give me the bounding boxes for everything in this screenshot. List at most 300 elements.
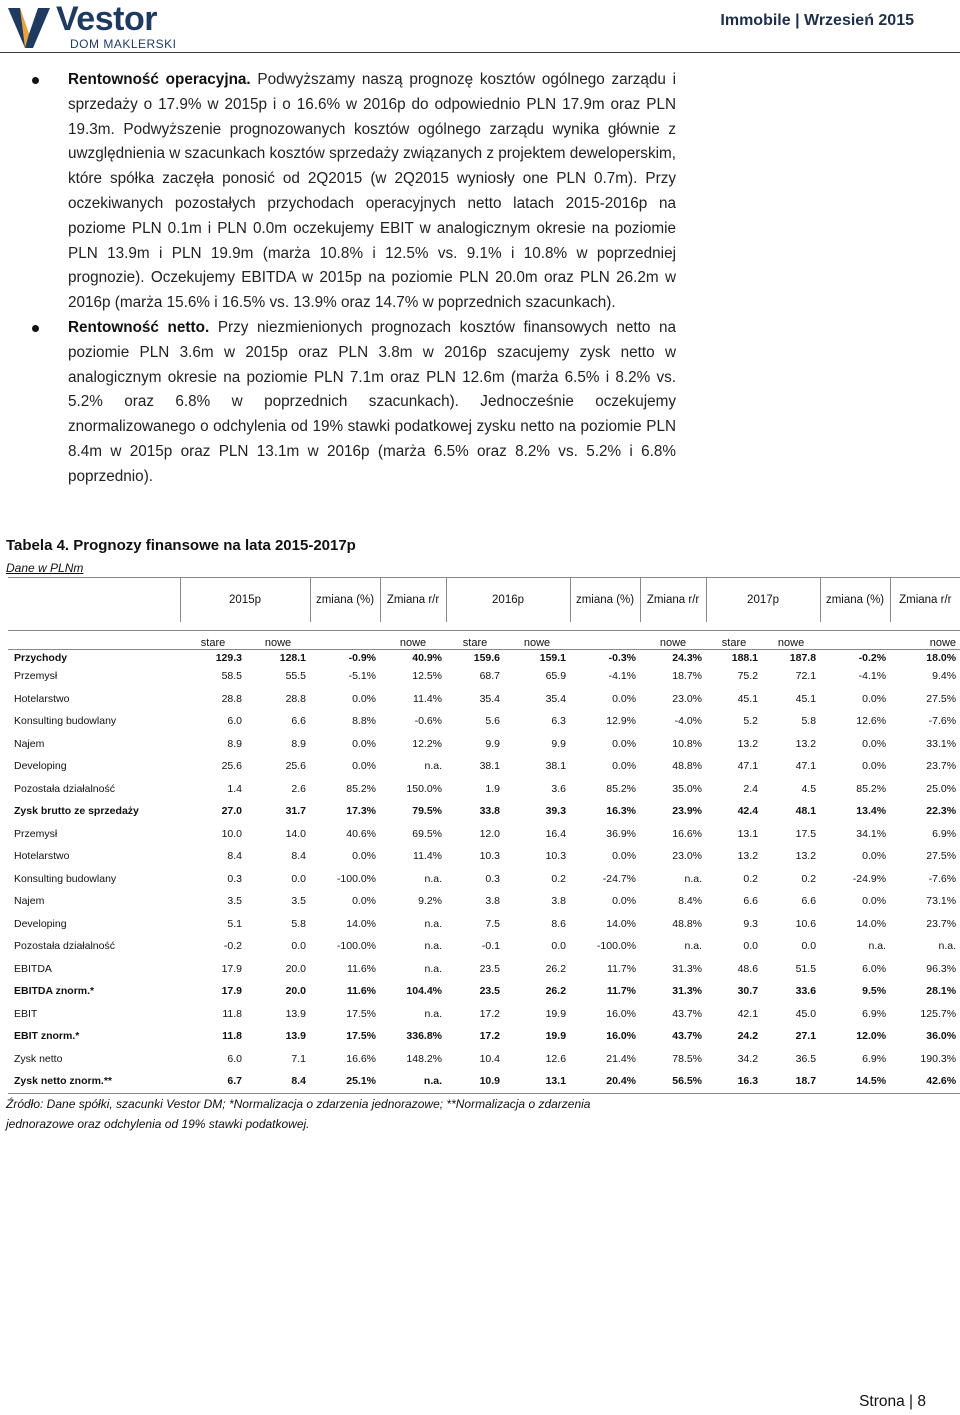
header-cell: [8, 578, 180, 623]
table-cell: 85.2%: [856, 782, 887, 795]
row-label: Konsulting budowlany: [14, 872, 117, 885]
table-cell: 10.3: [479, 850, 501, 863]
table-cell: n.a.: [424, 917, 443, 930]
table-cell: 13.2: [737, 850, 759, 863]
table-cell: -24.9%: [852, 872, 887, 885]
vestor-logo-icon: [6, 4, 52, 50]
table-cell: 23.5: [479, 985, 501, 998]
row-label: EBITDA: [14, 962, 52, 975]
header-cell: 2017p: [706, 578, 820, 623]
table-cell: 56.5%: [640, 1070, 706, 1093]
table-cell: 10.4: [479, 1052, 501, 1065]
row-label: Konsulting budowlany: [14, 715, 117, 728]
subheader-cell: [8, 631, 180, 650]
table-cell: 48.8%: [672, 917, 703, 930]
table-cell: 11.7%: [606, 985, 637, 998]
table-cell: 3.6: [551, 782, 567, 795]
table-cell: 6.0: [227, 715, 242, 728]
report-title: Immobile | Wrzesień 2015: [720, 12, 914, 29]
table-cell: 48.1: [795, 805, 817, 818]
table-cell: 24.3%: [640, 650, 706, 666]
table-cell: -0.3%: [570, 650, 640, 666]
table-cell: 45.1: [737, 692, 759, 705]
table-cell: 0.3: [227, 872, 242, 885]
table-cell: 336.8%: [406, 1030, 443, 1043]
table-cell: -100.0%: [336, 872, 377, 885]
table-cell: 14.0: [285, 827, 307, 840]
table-cell: 159.6: [446, 650, 504, 666]
table-cell: 12.6: [545, 1052, 567, 1065]
table-header-row: [8, 578, 960, 623]
table-cell: n.a.: [938, 940, 957, 953]
table-cell: 43.7%: [672, 1007, 703, 1020]
brand-subtitle: DOM MAKLERSKI: [70, 37, 177, 51]
brand-name: Vestor: [56, 0, 157, 38]
table-cell: 27.1: [795, 1030, 817, 1043]
table-cell: 159.1: [504, 650, 570, 666]
table-cell: 36.9%: [606, 827, 637, 840]
table-cell: 20.0: [285, 962, 307, 975]
table-cell: 104.4%: [406, 985, 443, 998]
table-cell: -0.2%: [820, 650, 890, 666]
table-cell: 23.0%: [672, 692, 703, 705]
table-cell: 148.2%: [406, 1052, 443, 1065]
table-cell: 17.5%: [346, 1007, 377, 1020]
table-cell: 8.9: [227, 737, 242, 750]
table-cell: 23.7%: [926, 760, 957, 773]
table-cell: 8.4: [291, 850, 307, 863]
table-row: [8, 913, 960, 936]
subheader-cell: nowe: [762, 631, 820, 650]
table-cell: 14.5%: [820, 1070, 890, 1093]
table-cell: 1.4: [227, 782, 242, 795]
row-label: Pozostała działalność: [14, 940, 115, 953]
table-row: [8, 958, 960, 981]
table-cell: n.a.: [424, 962, 443, 975]
table-row: [8, 1025, 960, 1048]
table-cell: 0.0%: [352, 895, 377, 908]
bullet-text: Podwyższamy naszą prognozę kosztów ogólnego zarządu i sprzedaży o 17.9% w 2015p i o 16.6% w 2016p do odpowiednio PLN 17.9m oraz PLN 19.3m. Podwyższenie prognozowanych kosztów ogólnego zarządu wynika głównie z uwzględnienia w szacunkach kosztów sprzedaży związanych z projektem deweloperskim, które spółka zaczęła ponosić od 2Q2015 (w 2Q2015 wyniosły one PLN 0.7m). Przy oczekiwanych pozostałych przychodach operacyjnych netto latach 2015-2016p na poziome PLN 0.1m i PLN 0.0m oczekujemy EBIT w analogicznym okresie na poziomie PLN 13.9m i PLN 19.9m (marża 10.8% i 12.5% vs. 9.1% i 10.8% w poprzedniej prognozie). Oczekujemy EBITDA w 2015p na poziomie PLN 20.0m oraz PLN 26.2m w 2016p (marża 15.6% i 16.5% vs. 13.9% oraz 14.7% w poprzednich szacunkach).: [68, 71, 677, 312]
bullet-title: Rentowność operacyjna.: [68, 71, 251, 88]
header-divider: [0, 52, 960, 53]
table-cell: 0.0%: [612, 737, 637, 750]
table-cell: 13.4%: [856, 805, 887, 818]
table-cell: n.a.: [424, 760, 443, 773]
table-cell: 16.6%: [346, 1052, 377, 1065]
table-row: [8, 845, 960, 868]
row-label: Przemysł: [14, 827, 58, 840]
table-cell: 0.0: [801, 940, 817, 953]
table-cell: -5.1%: [348, 670, 377, 683]
table-cell: n.a.: [380, 1070, 446, 1093]
table-cell: 3.5: [291, 895, 307, 908]
table-cell: 51.5: [795, 962, 817, 975]
table-cell: 16.6%: [672, 827, 703, 840]
table-cell: 13.9: [285, 1030, 307, 1043]
subheader-cell: nowe: [246, 631, 310, 650]
table-cell: 34.1%: [856, 827, 887, 840]
table-cell: 0.0%: [612, 850, 637, 863]
table-cell: 11.7%: [607, 962, 637, 975]
table-cell: 8.4: [227, 850, 242, 863]
table-cell: 12.9%: [606, 715, 637, 728]
table-row: [8, 1070, 960, 1093]
table-cell: 0.0%: [352, 850, 377, 863]
table-row: [8, 935, 960, 958]
table-cell: 39.3: [545, 805, 567, 818]
table-cell: 7.1: [291, 1052, 307, 1065]
table-cell: 6.6: [291, 715, 307, 728]
table-row: [8, 688, 960, 711]
table-cell: 11.8: [222, 1007, 242, 1020]
table-cell: 17.2: [479, 1007, 501, 1020]
table-cell: 25.6: [285, 760, 307, 773]
table-cell: 68.7: [479, 670, 501, 683]
table-cell: 14.0%: [856, 917, 887, 930]
row-label: Developing: [14, 760, 67, 773]
table-cell: 0.0%: [862, 895, 887, 908]
table-cell: 5.6: [485, 715, 501, 728]
table-cell: 31.3%: [672, 962, 703, 975]
table-cell: n.a.: [868, 940, 887, 953]
table-cell: 12.6%: [856, 715, 887, 728]
bullet-item: [32, 68, 676, 316]
table-cell: 17.2: [479, 1030, 501, 1043]
table-cell: 8.9: [291, 737, 307, 750]
table-cell: 187.8: [762, 650, 820, 666]
table-cell: 6.0: [227, 1052, 242, 1065]
table-cell: 14.0%: [346, 917, 377, 930]
table-cell: 188.1: [706, 650, 762, 666]
table-cell: 47.1: [795, 760, 817, 773]
subheader-cell: [820, 631, 890, 650]
table-cell: 26.2: [545, 985, 567, 998]
table-cell: 78.5%: [672, 1052, 703, 1065]
table-cell: 20.4%: [570, 1070, 640, 1093]
table-cell: 26.2: [545, 962, 567, 975]
table-cell: 150.0%: [406, 782, 443, 795]
row-label: Przychody: [8, 650, 180, 666]
row-label: Zysk netto znorm.**: [8, 1070, 180, 1093]
table-cell: 8.4: [246, 1070, 310, 1093]
subheader-cell: [310, 631, 380, 650]
table-cell: 96.3%: [926, 962, 957, 975]
bullet-dot: [32, 325, 39, 332]
table-cell: 190.3%: [920, 1052, 957, 1065]
table-cell: 0.0%: [862, 737, 887, 750]
table-cell: 5.1: [227, 917, 242, 930]
table-cell: -100.0%: [336, 940, 377, 953]
table-cell: 13.9: [285, 1007, 307, 1020]
table-cell: 17.5: [795, 827, 817, 840]
table-cell: 19.9: [545, 1030, 567, 1043]
table-cell: 75.2: [737, 670, 759, 683]
table-cell: 25.1%: [310, 1070, 380, 1093]
table-cell: 17.9: [221, 985, 242, 998]
row-label: EBIT znorm.*: [14, 1030, 80, 1043]
table-cell: 12.0%: [856, 1030, 887, 1043]
table-cell: 0.0: [291, 940, 307, 953]
table-cell: 4.5: [801, 782, 817, 795]
table-cell: 36.5: [795, 1052, 817, 1065]
table-cell: 0.2: [743, 872, 759, 885]
table-row: [8, 665, 960, 688]
table-title: Tabela 4. Prognozy finansowe na lata 2015-2017p: [6, 537, 356, 554]
table-cell: 5.8: [291, 917, 307, 930]
table-cell: 65.9: [545, 670, 567, 683]
table-cell: 16.4: [545, 827, 567, 840]
bullet-list: [32, 68, 676, 490]
table-cell: 9.2%: [418, 895, 443, 908]
table-row: [8, 1003, 960, 1026]
table-cell: 9.9: [551, 737, 567, 750]
table-cell: 0.0%: [612, 692, 637, 705]
header-cell: Zmiana r/r: [640, 578, 706, 623]
table-cell: 85.2%: [346, 782, 377, 795]
table-cell: 35.4: [479, 692, 501, 705]
table-cell: 12.0: [479, 827, 501, 840]
table-cell: 27.5%: [926, 692, 957, 705]
table-cell: 58.5: [221, 670, 242, 683]
table-cell: 129.3: [180, 650, 246, 666]
table-cell: 48.8%: [672, 760, 703, 773]
table-cell: 9.3: [743, 917, 759, 930]
table-cell: 9.5%: [862, 985, 887, 998]
table-cell: 17.9: [221, 962, 242, 975]
header-cell: zmiana (%): [820, 578, 890, 623]
subheader-cell: nowe: [380, 631, 446, 650]
table-cell: 14.0%: [606, 917, 637, 930]
table-cell: 42.4: [737, 805, 759, 818]
table-cell: 12.2%: [412, 737, 443, 750]
table-cell: 35.0%: [672, 782, 703, 795]
table-cell: -100.0%: [596, 940, 637, 953]
table-cell: 28.1%: [926, 985, 957, 998]
page-number: Strona | 8: [859, 1393, 926, 1410]
table-cell: 13.2: [795, 737, 817, 750]
table-cell: 3.8: [485, 895, 501, 908]
table-cell: 10.6: [795, 917, 817, 930]
table-cell: 40.9%: [380, 650, 446, 666]
table-cell: -24.7%: [602, 872, 637, 885]
table-cell: 24.2: [737, 1030, 759, 1043]
table-cell: 18.7: [762, 1070, 820, 1093]
table-cell: -0.6%: [414, 715, 443, 728]
table-row: [8, 868, 960, 891]
table-cell: 9.9: [485, 737, 501, 750]
table-cell: 27.0: [221, 805, 242, 818]
table-cell: 25.6: [221, 760, 242, 773]
table-cell: 47.1: [737, 760, 759, 773]
header-cell: zmiana (%): [310, 578, 380, 623]
table-cell: 21.4%: [606, 1052, 637, 1065]
table-cell: 6.7: [180, 1070, 246, 1093]
table-cell: 34.2: [737, 1052, 759, 1065]
table-cell: 33.6: [795, 985, 817, 998]
table-row: [8, 650, 960, 666]
table-source-note: Źródło: Dane spółki, szacunki Vestor DM; *Normalizacja o zdarzenia jednorazowe; **Normalizacja o zdarzenia jednorazowe oraz odchylenia od 19% stawki podatkowej.: [6, 1097, 591, 1131]
table-cell: 128.1: [246, 650, 310, 666]
table-cell: -0.2: [223, 940, 242, 953]
table-cell: 16.0%: [606, 1030, 637, 1043]
table-cell: 2.4: [743, 782, 759, 795]
row-label: Zysk netto: [14, 1052, 63, 1065]
table-cell: n.a.: [684, 872, 703, 885]
table-cell: 17.5%: [346, 1030, 377, 1043]
table-cell: 40.6%: [346, 827, 377, 840]
table-cell: 18.0%: [890, 650, 960, 666]
row-label: EBIT: [14, 1007, 38, 1020]
table-cell: 35.4: [545, 692, 567, 705]
table-cell: 10.3: [545, 850, 567, 863]
table-cell: 0.0%: [612, 760, 637, 773]
table-cell: 11.4%: [413, 692, 443, 705]
table-cell: 0.3: [485, 872, 501, 885]
table-cell: 45.0: [795, 1007, 817, 1020]
table-cell: 19.9: [545, 1007, 567, 1020]
table-row: [8, 823, 960, 846]
table-cell: 16.3%: [606, 805, 637, 818]
table-cell: 25.0%: [926, 782, 957, 795]
table-cell: 6.6: [743, 895, 759, 908]
table-cell: 6.9%: [862, 1052, 887, 1065]
table-cell: 8.6: [551, 917, 567, 930]
header-cell: Zmiana r/r: [380, 578, 446, 623]
header-cell: 2016p: [446, 578, 570, 623]
subheader-cell: nowe: [640, 631, 706, 650]
table-cell: 0.0%: [352, 760, 377, 773]
row-label: Hotelarstwo: [14, 692, 70, 705]
table-cell: 85.2%: [606, 782, 637, 795]
table-cell: 0.0%: [862, 760, 887, 773]
table-cell: 43.7%: [672, 1030, 703, 1043]
table-cell: -0.9%: [310, 650, 380, 666]
table-cell: 0.0%: [862, 850, 887, 863]
table-cell: 1.9: [485, 782, 501, 795]
table-cell: 6.0%: [862, 962, 887, 975]
table-cell: 42.6%: [890, 1070, 960, 1093]
table-cell: 73.1%: [926, 895, 957, 908]
table-cell: 69.5%: [412, 827, 443, 840]
table-cell: 13.2: [795, 850, 817, 863]
table-cell: 23.0%: [672, 850, 703, 863]
table-cell: 28.8: [285, 692, 307, 705]
logo: [6, 0, 186, 51]
table-cell: 7.5: [485, 917, 501, 930]
table-cell: 13.1: [504, 1070, 570, 1093]
table-cell: 16.0%: [606, 1007, 637, 1020]
table-cell: 30.7: [737, 985, 759, 998]
table-cell: 45.1: [795, 692, 817, 705]
row-label: Najem: [14, 737, 45, 750]
row-label: Developing: [14, 917, 67, 930]
table-cell: 0.0: [551, 940, 567, 953]
table-cell: 28.8: [221, 692, 242, 705]
table-cell: 12.5%: [412, 670, 443, 683]
table-body: [8, 650, 960, 1094]
row-label: EBITDA znorm.*: [14, 985, 95, 998]
header-cell: zmiana (%): [570, 578, 640, 623]
table-cell: 10.0: [221, 827, 242, 840]
row-label: Pozostała działalność: [14, 782, 115, 795]
table-cell: 23.7%: [926, 917, 957, 930]
table-cell: 18.7%: [672, 670, 703, 683]
table-cell: 33.1%: [926, 737, 957, 750]
table-cell: 9.4%: [932, 670, 957, 683]
subheader-cell: stare: [446, 631, 504, 650]
table-row: [8, 733, 960, 756]
bullet-dot: [32, 77, 39, 84]
table-cell: 23.5: [479, 962, 501, 975]
subheader-cell: stare: [706, 631, 762, 650]
table-cell: 17.3%: [346, 805, 377, 818]
table-cell: 6.9%: [862, 1007, 887, 1020]
table-cell: 11.4%: [413, 850, 443, 863]
table-row: [8, 710, 960, 733]
table-cell: 0.0%: [352, 737, 377, 750]
table-cell: 11.8: [222, 1030, 242, 1043]
table-row: [8, 800, 960, 823]
table-cell: -4.1%: [608, 670, 637, 683]
table-cell: 3.8: [551, 895, 567, 908]
table-cell: -7.6%: [928, 872, 957, 885]
table-cell: -0.1: [481, 940, 501, 953]
table-row: [8, 890, 960, 913]
table-cell: 0.0%: [612, 895, 637, 908]
table-cell: 0.2: [801, 872, 817, 885]
table-cell: 5.8: [801, 715, 817, 728]
table-cell: n.a.: [424, 872, 443, 885]
subheader-cell: stare: [180, 631, 246, 650]
table-cell: 42.1: [737, 1007, 759, 1020]
table-cell: 0.2: [551, 872, 567, 885]
table-cell: -7.6%: [928, 715, 957, 728]
table-cell: 72.1: [795, 670, 817, 683]
table-cell: 10.8%: [672, 737, 703, 750]
table-cell: 6.9%: [932, 827, 957, 840]
subheader-cell: nowe: [504, 631, 570, 650]
table-cell: 2.6: [291, 782, 307, 795]
table-cell: 79.5%: [412, 805, 443, 818]
table-cell: 0.0: [743, 940, 759, 953]
table-cell: 22.3%: [926, 805, 957, 818]
row-label: Najem: [14, 895, 45, 908]
table-row: [8, 778, 960, 801]
table-cell: -4.1%: [858, 670, 887, 683]
table-cell: 13.2: [737, 737, 759, 750]
table-cell: n.a.: [424, 1007, 443, 1020]
table-cell: 10.9: [446, 1070, 504, 1093]
table-cell: 3.5: [227, 895, 242, 908]
table-cell: 55.5: [285, 670, 307, 683]
table-cell: 0.0: [291, 872, 307, 885]
table-cell: n.a.: [684, 940, 703, 953]
table-cell: 38.1: [545, 760, 567, 773]
table-row: [8, 755, 960, 778]
table-cell: 23.9%: [672, 805, 703, 818]
table-cell: 0.0%: [862, 692, 887, 705]
header-cell: Zmiana r/r: [890, 578, 960, 623]
table-subheader-row: [8, 631, 960, 650]
table-cell: 6.3: [551, 715, 567, 728]
forecast-table: [8, 577, 960, 1094]
table-cell: 11.6%: [347, 962, 377, 975]
row-label: Hotelarstwo: [14, 850, 70, 863]
table-cell: 36.0%: [926, 1030, 957, 1043]
table-cell: 16.3: [706, 1070, 762, 1093]
table-cell: -4.0%: [674, 715, 703, 728]
bullet-text: Przy niezmienionych prognozach kosztów finansowych netto na poziomie PLN 3.6m w 2015p oraz PLN 3.8m w 2016p szacujemy zysk netto w analogicznym okresie na poziomie PLN 7.1m oraz PLN 12.6m (marża 6.5% i 8.2% vs. 5.2% oraz 6.8% w poprzednich szacunkach). Jednocześnie oczekujemy znormalizowanego o odchylenia od 19% stawki podatkowej zysku netto na poziomie PLN 8.4m w 2015p oraz PLN 13.1m w 2016p (marża 6.5% oraz 8.2% vs. 5.2% i 6.8% poprzednio).: [68, 318, 676, 485]
